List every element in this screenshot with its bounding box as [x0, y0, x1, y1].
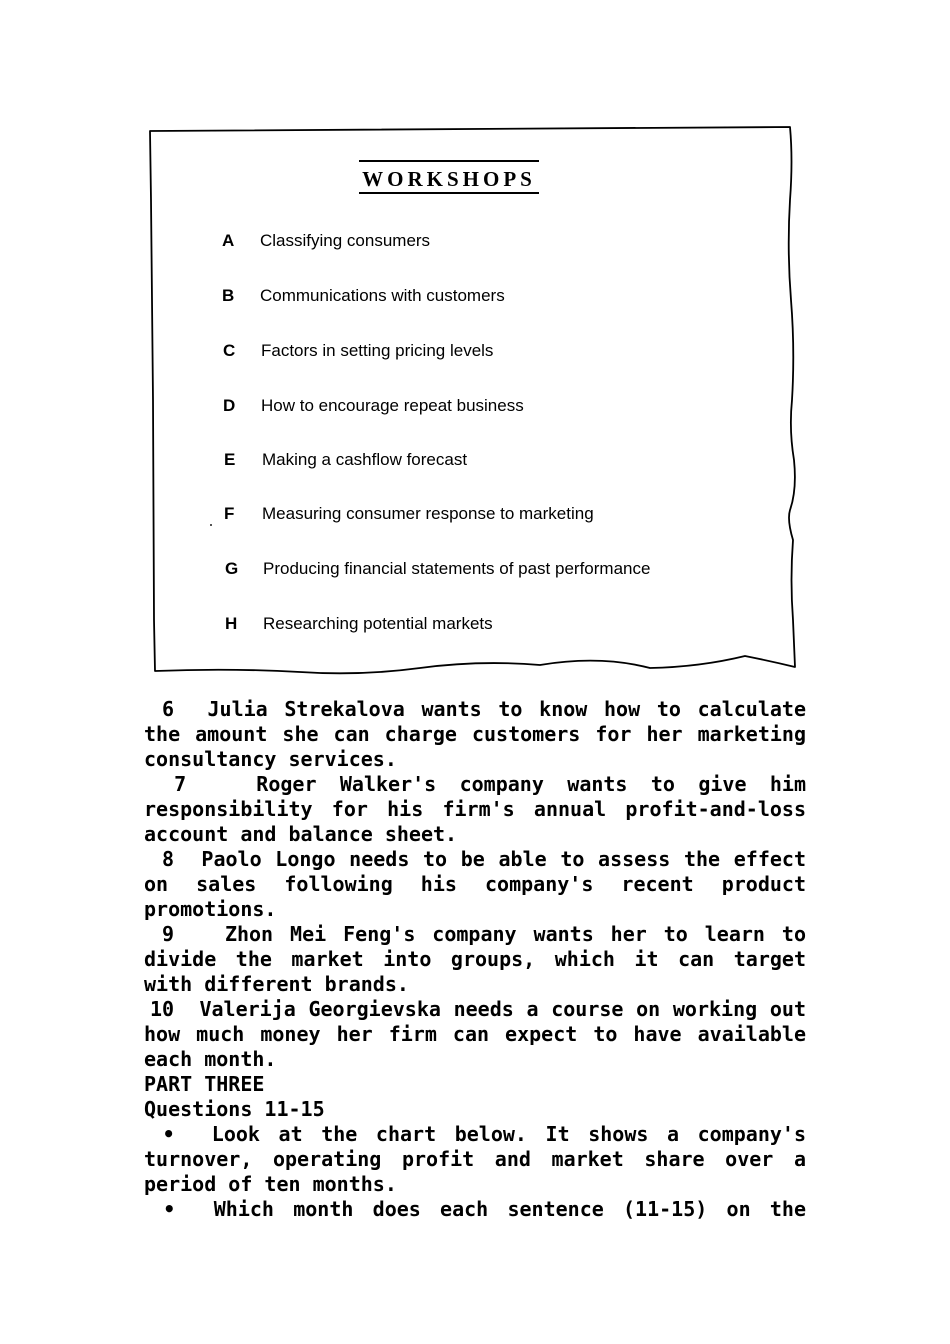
bullet-dot: •: [144, 1122, 212, 1146]
question-number: 10: [150, 997, 175, 1021]
workshop-item-g: [225, 556, 650, 582]
workshop-text: Measuring consumer response to marketing: [262, 504, 594, 523]
part-three-subheading: Questions 11-15: [144, 1097, 325, 1121]
question-number: 7: [174, 772, 187, 796]
workshop-text: Researching potential markets: [263, 614, 493, 633]
workshop-letter: D: [223, 396, 236, 415]
workshop-item-e: [224, 447, 467, 473]
part-three-heading: PART THREE: [144, 1072, 265, 1096]
workshop-text: Producing financial statements of past performance: [263, 559, 651, 578]
bullet-dot: •: [144, 1197, 214, 1221]
part-three-bullet-1: [144, 1122, 806, 1197]
question-6: [144, 697, 806, 772]
question-9: [144, 922, 806, 997]
workshop-item-h: [225, 611, 493, 637]
bullet-text: Look at the chart below. It shows a company's turnover, operating profit and market share over a period of ten months.: [144, 1122, 806, 1196]
workshop-letter: C: [223, 341, 236, 360]
question-text: Paolo Longo needs to be able to assess the effect on sales following his company's recent product promotions.: [144, 847, 806, 921]
question-8: [144, 847, 806, 922]
bullet-text: Which month does each sentence (11-15) on the: [213, 1197, 806, 1221]
part-three-bullet-2: [144, 1197, 806, 1222]
workshop-item-f: [224, 501, 594, 527]
question-text: Roger Walker's company wants to give him responsibility for his firm's annual profit-and-loss account and balance sheet.: [144, 772, 806, 846]
question-number: 9: [162, 922, 175, 946]
workshop-letter: G: [225, 559, 239, 578]
question-text: Julia Strekalova wants to know how to calculate the amount she can charge customers for her marketing consultancy services.: [144, 697, 806, 771]
workshop-text: How to encourage repeat business: [261, 396, 524, 415]
workshop-letter: B: [222, 286, 235, 305]
workshop-item-a: [222, 228, 430, 254]
workshop-text: Making a cashflow forecast: [262, 450, 468, 469]
workshop-letter: H: [225, 614, 238, 633]
question-text: Zhon Mei Feng's company wants her to learn to divide the market into groups, which it can target with different brands.: [144, 922, 806, 996]
workshop-letter: E: [224, 450, 236, 469]
workshop-letter: A: [222, 231, 235, 250]
question-7: [144, 772, 806, 847]
workshop-text: Factors in setting pricing levels: [261, 341, 494, 360]
workshop-letter: F: [224, 504, 235, 523]
question-text: Valerija Georgievska needs a course on working out how much money her firm can expect to have available each month.: [144, 997, 806, 1071]
question-10: [144, 997, 806, 1072]
question-text-block: [144, 697, 806, 1222]
workshop-text: Classifying consumers: [260, 231, 431, 250]
workshop-item-d: [223, 393, 524, 419]
question-number: 6: [162, 697, 175, 721]
scan-speck: [210, 524, 212, 526]
workshop-item-c: [223, 338, 493, 364]
workshop-item-b: [222, 283, 505, 309]
question-number: 8: [162, 847, 175, 871]
workshop-text: Communications with customers: [260, 286, 505, 305]
workshops-title: WORKSHOPS: [359, 160, 539, 194]
